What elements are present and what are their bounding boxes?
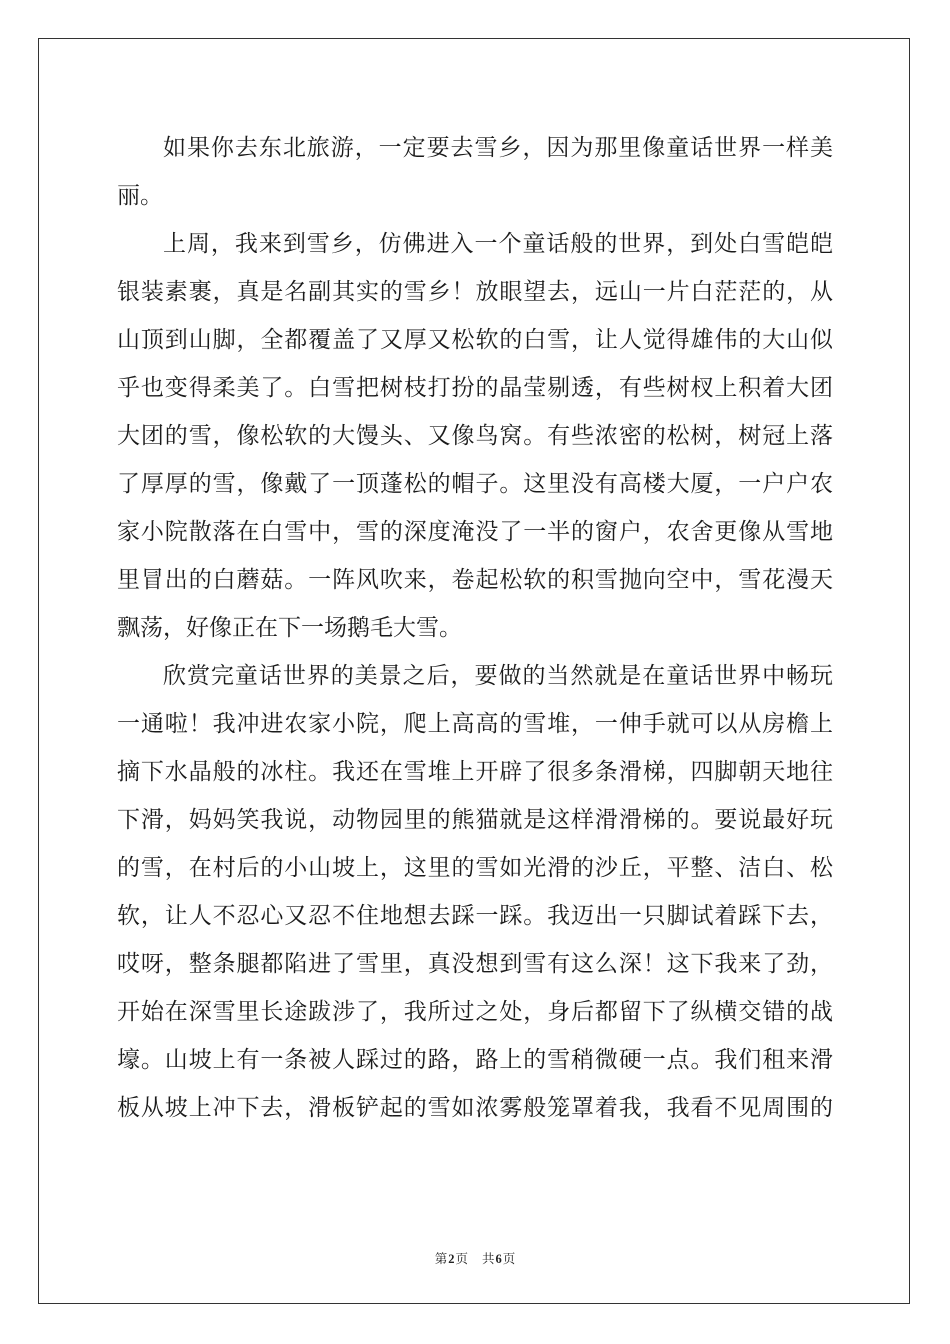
total-prefix: 共 xyxy=(482,1252,495,1266)
text-line: 里冒出的白蘑菇。一阵风吹来，卷起松软的积雪抛向空中，雪花漫天 xyxy=(117,567,833,593)
text-line: 上周，我来到雪乡，仿佛进入一个童话般的世界，到处白雪皑皑 xyxy=(163,231,833,257)
text-line: 了厚厚的雪，像戴了一顶蓬松的帽子。这里没有高楼大厦，一户户农 xyxy=(117,471,833,497)
text-line: 板从坡上冲下去，滑板铲起的雪如浓雾般笼罩着我，我看不见周围的 xyxy=(117,1095,833,1121)
total-pages: 6 xyxy=(495,1252,502,1266)
text-line: 壕。山坡上有一条被人踩过的路，路上的雪稍微硬一点。我们租来滑 xyxy=(117,1047,833,1073)
text-line: 下滑，妈妈笑我说，动物园里的熊猫就是这样滑滑梯的。要说最好玩 xyxy=(117,807,833,833)
text-line: 飘荡，好像正在下一场鹅毛大雪。 xyxy=(117,615,462,641)
text-line: 软，让人不忍心又忍不住地想去踩一踩。我迈出一只脚试着踩下去， xyxy=(117,903,833,929)
text-line: 开始在深雪里长途跋涉了，我所过之处，身后都留下了纵横交错的战 xyxy=(117,999,833,1025)
text-line: 欣赏完童话世界的美景之后，要做的当然就是在童话世界中畅玩 xyxy=(163,663,833,689)
text-line: 银装素裹，真是名副其实的雪乡！放眼望去，远山一片白茫茫的，从 xyxy=(117,279,833,305)
text-line: 的雪，在村后的小山坡上，这里的雪如光滑的沙丘，平整、洁白、松 xyxy=(117,855,833,881)
total-suffix: 页 xyxy=(502,1252,516,1266)
page-suffix: 页 xyxy=(455,1252,468,1266)
text-line: 哎呀，整条腿都陷进了雪里，真没想到雪有这么深！这下我来了劲， xyxy=(117,951,833,977)
text-line: 一通啦！我冲进农家小院，爬上高高的雪堆，一伸手就可以从房檐上 xyxy=(117,711,833,737)
document-body xyxy=(117,130,833,1138)
text-line: 大团的雪，像松软的大馒头、又像鸟窝。有些浓密的松树，树冠上落 xyxy=(117,423,833,449)
text-line: 乎也变得柔美了。白雪把树枝打扮的晶莹剔透，有些树杈上积着大团 xyxy=(117,375,833,401)
text-line: 摘下水晶般的冰柱。我还在雪堆上开辟了很多条滑梯，四脚朝天地往 xyxy=(117,759,833,785)
text-line: 丽。 xyxy=(117,183,163,209)
page-footer xyxy=(0,1249,950,1267)
text-line: 山顶到山脚，全都覆盖了又厚又松软的白雪，让人觉得雄伟的大山似 xyxy=(117,327,833,353)
page-number: 2 xyxy=(448,1252,455,1266)
text-line: 如果你去东北旅游，一定要去雪乡，因为那里像童话世界一样美 xyxy=(163,135,833,161)
text-line: 家小院散落在白雪中，雪的深度淹没了一半的窗户，农舍更像从雪地 xyxy=(117,519,833,545)
page-prefix: 第 xyxy=(434,1252,448,1266)
